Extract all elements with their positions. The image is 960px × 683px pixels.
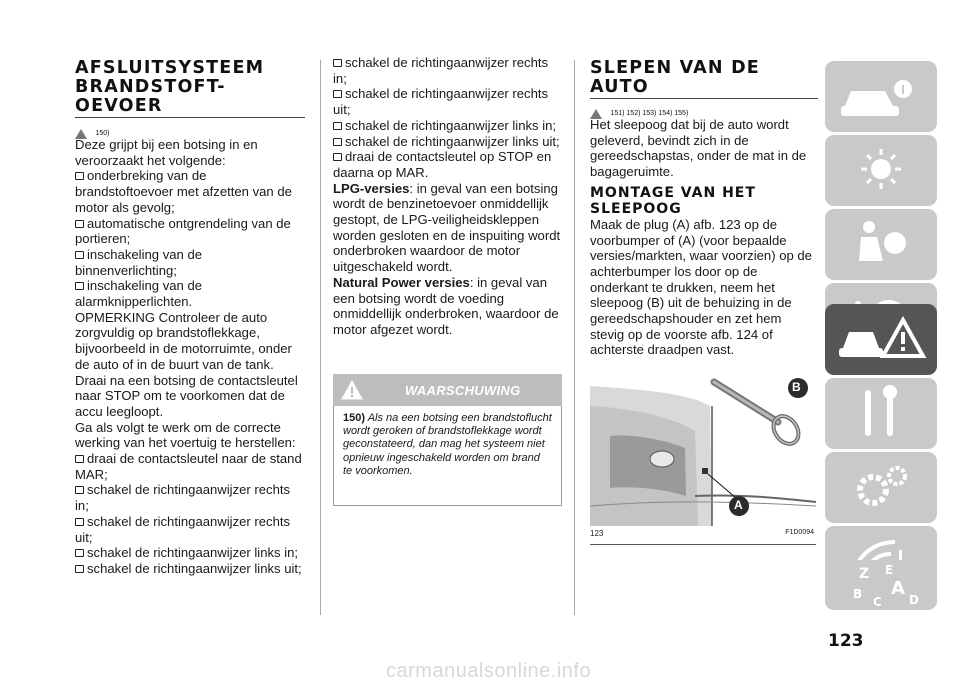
title-line: AUTO bbox=[590, 77, 649, 97]
sidebar-tab-technical[interactable] bbox=[825, 452, 937, 523]
note-refs-row bbox=[75, 125, 305, 137]
bullet-item: inschakeling van de alarmknipperlichten. bbox=[75, 278, 203, 310]
montage-text: Maak de plug (A) afb. 123 op de voorbumper of (A) (voor bepaalde versies/markten, waar voorzien) op de achterbumper los door op de onderkant te drukken, neem het sleepoog (B) uit de behuizing in de gereedschapshouder en zet hem stevig op de voorste afb. 124 of achterste draadpen vast. bbox=[590, 216, 812, 358]
title-rule bbox=[590, 98, 818, 99]
bullet-box-icon bbox=[75, 282, 84, 290]
bullet-item: schakel de richtingaanwijzer links in; bbox=[333, 118, 563, 134]
index-az-icon bbox=[825, 560, 937, 610]
page-number: 123 bbox=[828, 631, 864, 651]
intro-text: Deze grijpt bij een botsing in en veroorzaakt het volgende: bbox=[75, 137, 258, 168]
subtitle-line: MONTAGE VAN HET bbox=[590, 184, 756, 201]
bullet-box-icon bbox=[75, 486, 84, 494]
bullet-box-icon bbox=[333, 90, 342, 98]
figure-label-a: A bbox=[734, 498, 743, 512]
bullet-box-icon bbox=[333, 59, 342, 67]
bullet-item: schakel de richtingaanwijzer rechts uit; bbox=[333, 86, 549, 118]
warning-triangle-icon bbox=[341, 380, 363, 400]
tools-icon bbox=[825, 378, 937, 449]
lpg-paragraph: LPG-versies: in geval van een botsing wordt de benzinetoevoer onmiddellijk gestopt, de LPG-veiligheidskleppen worden gesloten en de inspuiting wordt onderbroken waardoor de motor uitgeschakeld wordt. bbox=[333, 180, 561, 275]
subtitle-line: SLEEPOOG bbox=[590, 200, 682, 217]
warning-header bbox=[333, 374, 562, 406]
bullet-item: schakel de richtingaanwijzer links in; bbox=[75, 545, 305, 561]
warning-car-icon bbox=[825, 304, 937, 375]
sidebar-tab-emergency[interactable] bbox=[825, 304, 937, 375]
warning-title: WAARSCHUWING bbox=[405, 383, 521, 398]
sidebar-tab-dashboard[interactable] bbox=[825, 61, 937, 132]
car-info-icon bbox=[825, 61, 937, 132]
sidebar-tab-index[interactable] bbox=[825, 560, 937, 610]
figure-number: 123 bbox=[590, 529, 604, 538]
column-2 bbox=[333, 55, 563, 338]
title-rule bbox=[75, 117, 305, 118]
section-title-afsluitsysteem bbox=[75, 59, 305, 116]
column-3 bbox=[590, 59, 818, 358]
warning-triangle-icon bbox=[590, 109, 602, 119]
bullet-item: draai de contactsleutel naar de stand MAR; bbox=[75, 451, 302, 482]
procedure-intro: Ga als volgt te werk om de correcte werking van het voertuig te herstellen: bbox=[75, 419, 296, 451]
warning-text: Als na een botsing een brandstoflucht wordt geroken of brandstoflekkage wordt geconstateerd, dan mag het systeem niet opnieuw ingeschakeld worden om brand te voorkomen. bbox=[343, 412, 552, 477]
warning-box bbox=[333, 374, 562, 513]
natural-power-paragraph: Natural Power versies: in geval van een botsing wordt de voeding onmiddellijk onderbroken, waardoor de motor afgezet wordt. bbox=[333, 274, 559, 337]
note-refs: 151) 152) 153) 154) 155) bbox=[610, 110, 689, 118]
svg-text:D: D bbox=[909, 593, 919, 607]
bullet-box-icon bbox=[333, 138, 342, 146]
seat-airbag-icon bbox=[825, 209, 937, 280]
svg-text:C: C bbox=[873, 595, 882, 609]
column-1 bbox=[75, 59, 305, 577]
title-line: SLEPEN VAN DE bbox=[590, 58, 760, 78]
column-divider bbox=[574, 60, 575, 615]
sidebar-tab-lights[interactable] bbox=[825, 135, 937, 206]
bullet-item: schakel de richtingaanwijzer rechts in; bbox=[75, 482, 291, 514]
svg-text:Z: Z bbox=[859, 566, 870, 582]
svg-text:E: E bbox=[885, 563, 894, 577]
figure-code: F1D0094 bbox=[785, 529, 814, 536]
bullet-box-icon bbox=[75, 172, 84, 180]
note-refs: 150) bbox=[95, 130, 110, 138]
lights-icon bbox=[825, 135, 937, 206]
bullet-item: onderbreking van de brandstoftoevoer met afzetten van de motor als gevolg; bbox=[75, 168, 292, 215]
title-line: BRANDSTOFT- bbox=[75, 77, 226, 97]
bumper-tow-eye-illustration bbox=[590, 376, 816, 526]
bullet-box-icon bbox=[333, 153, 342, 161]
bullet-box-icon bbox=[75, 549, 84, 557]
warning-triangle-icon bbox=[75, 129, 87, 139]
bullet-item: schakel de richtingaanwijzer rechts in; bbox=[333, 55, 549, 86]
settings-gears-icon bbox=[825, 452, 937, 523]
warning-number: 150) bbox=[343, 412, 366, 424]
bullet-item: draai de contactsleutel op STOP en daarna op MAR. bbox=[333, 149, 552, 180]
section-title-slepen bbox=[590, 59, 818, 97]
sidebar-tab-safety[interactable] bbox=[825, 209, 937, 280]
bullet-item: automatische ontgrendeling van de portieren; bbox=[75, 215, 291, 247]
figure-label-b: B bbox=[792, 380, 801, 394]
note-paragraph: OPMERKING Controleer de auto zorgvuldig op brandstoflekkage, bijvoorbeeld in de motorruimte, onder de auto of in de buurt van de tank. Draai na een botsing de contactsleutel naar STOP om te voorkomen dat de accu leegloopt. bbox=[75, 309, 298, 419]
bullet-item: schakel de richtingaanwijzer rechts uit; bbox=[75, 513, 291, 545]
subsection-title-montage bbox=[590, 185, 818, 217]
svg-text:A: A bbox=[891, 578, 905, 599]
bullet-item: inschakeling van de binnenverlichting; bbox=[75, 246, 203, 278]
bullet-box-icon bbox=[75, 455, 84, 463]
figure-123 bbox=[590, 376, 816, 545]
bullet-box-icon bbox=[75, 220, 84, 228]
bullet-item: schakel de richtingaanwijzer links uit; bbox=[75, 561, 305, 577]
bullet-box-icon bbox=[75, 251, 84, 259]
title-line: OEVOER bbox=[75, 96, 163, 116]
svg-text:B: B bbox=[853, 587, 863, 601]
bullet-box-icon bbox=[75, 518, 84, 526]
warning-body bbox=[333, 406, 562, 506]
bullet-box-icon bbox=[333, 122, 342, 130]
intro-text: Het sleepoog dat bij de auto wordt geleverd, bevindt zich in de gereedschapstas, onder de mat in de bagageruimte. bbox=[590, 117, 807, 180]
bullet-item: schakel de richtingaanwijzer links uit; bbox=[333, 134, 563, 150]
title-line: AFSLUITSYSTEEM bbox=[75, 58, 265, 78]
bullet-box-icon bbox=[75, 565, 84, 573]
sidebar-tab-maintenance[interactable] bbox=[825, 378, 937, 449]
lpg-label: LPG-versies bbox=[333, 180, 410, 196]
note-refs-row bbox=[590, 105, 818, 117]
natural-power-label: Natural Power versies bbox=[333, 274, 470, 290]
watermark: carmanualsonline.info bbox=[386, 660, 592, 682]
column-divider bbox=[320, 60, 321, 615]
